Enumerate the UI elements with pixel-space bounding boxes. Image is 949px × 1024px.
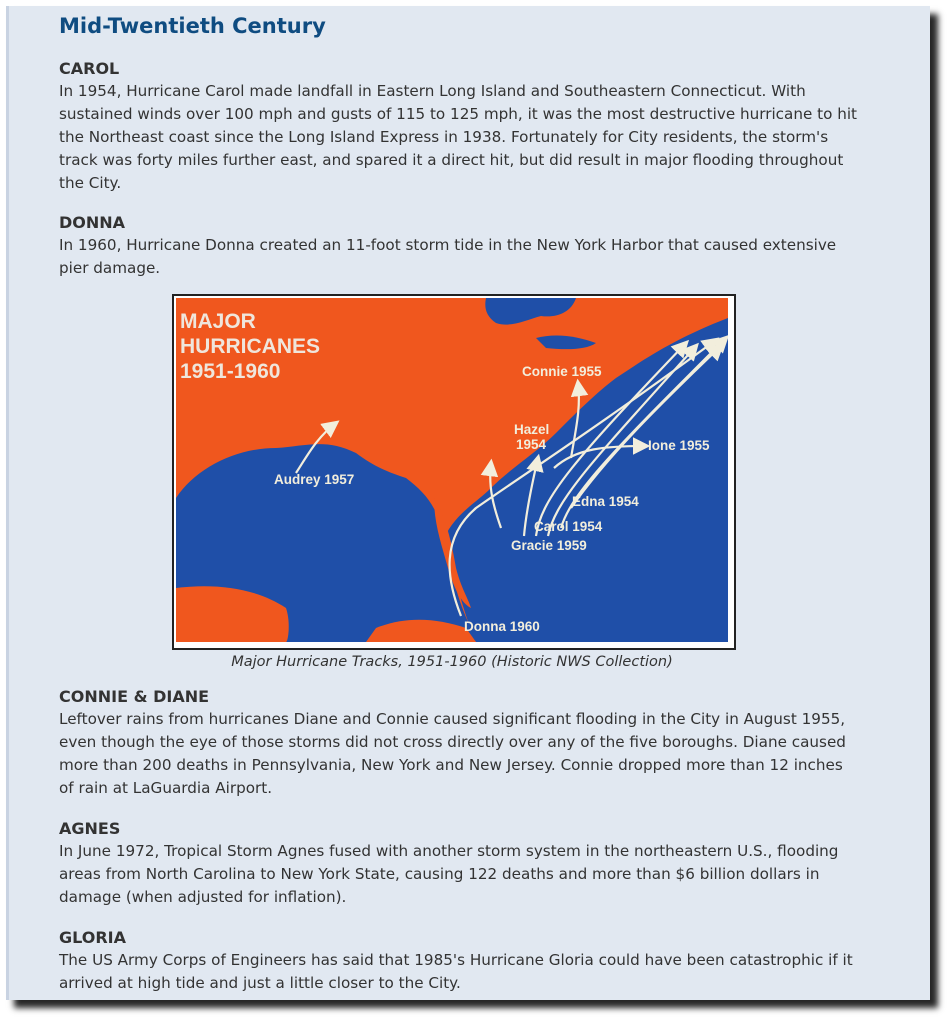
section-heading: DONNA [59,213,126,232]
label-gracie: Gracie 1959 [511,538,587,553]
label-carol: Carol 1954 [534,519,603,534]
section-agnes [59,818,859,909]
label-hazel-year: 1954 [516,437,547,452]
label-connie: Connie 1955 [522,364,602,379]
label-donna: Donna 1960 [464,619,540,634]
label-edna: Edna 1954 [572,494,639,509]
section-gloria [59,927,859,995]
figure-caption: Major Hurricane Tracks, 1951-1960 (Historic NWS Collection) [231,654,673,670]
content-panel [6,6,930,1000]
map-title-line: 1951-1960 [180,360,281,383]
section-carol [59,58,859,195]
label-audrey: Audrey 1957 [274,472,355,487]
page-title: Mid-Twentieth Century [59,14,326,38]
section-heading: CONNIE & DIANE [59,687,210,706]
label-ione: Ione 1955 [648,438,710,453]
section-body: Leftover rains from hurricanes Diane and Connie caused significant flooding in the City in August 1955, even though the eye of those storms did not cross directly over any of the five boroughs. Diane caused more than 200 deaths in Pennsylvania, New York and New Jersey. Connie dropped more than 12 inches of rain at LaGuardia Airport. [59,710,846,797]
section-heading: CAROL [59,59,120,78]
hurricane-map-image [172,294,736,650]
map-title-line: MAJOR [180,310,256,333]
section-body: In June 1972, Tropical Storm Agnes fused with another storm system in the northeastern U.S., flooding areas from North Carolina to New York State, causing 122 deaths and more than $6 billion dollars in damage (when adjusted for inflation). [59,842,839,906]
section-body: The US Army Corps of Engineers has said that 1985's Hurricane Gloria could have been catastrophic if it arrived at high tide and just a little closer to the City. [59,951,853,992]
map-title-line: HURRICANES [180,335,321,358]
section-donna [59,212,859,280]
section-body: In 1954, Hurricane Carol made landfall in Eastern Long Island and Southeastern Connecticut. With sustained winds over 100 mph and gusts of 115 to 125 mph, it was the most destructive hurricane to hit the Northeast coast since the Long Island Express in 1938. Fortunately for City residents, the storm's track was forty miles further east, and spared it a direct hit, but did result in major flooding throughout the City. [59,82,858,192]
label-hazel: Hazel [514,422,550,437]
section-connie-diane [59,686,859,800]
section-heading: GLORIA [59,928,127,947]
hurricane-map [176,298,728,642]
hurricane-map-figure [172,294,732,672]
section-body: In 1960, Hurricane Donna created an 11-foot storm tide in the New York Harbor that caused extensive pier damage. [59,236,837,277]
section-heading: AGNES [59,819,121,838]
